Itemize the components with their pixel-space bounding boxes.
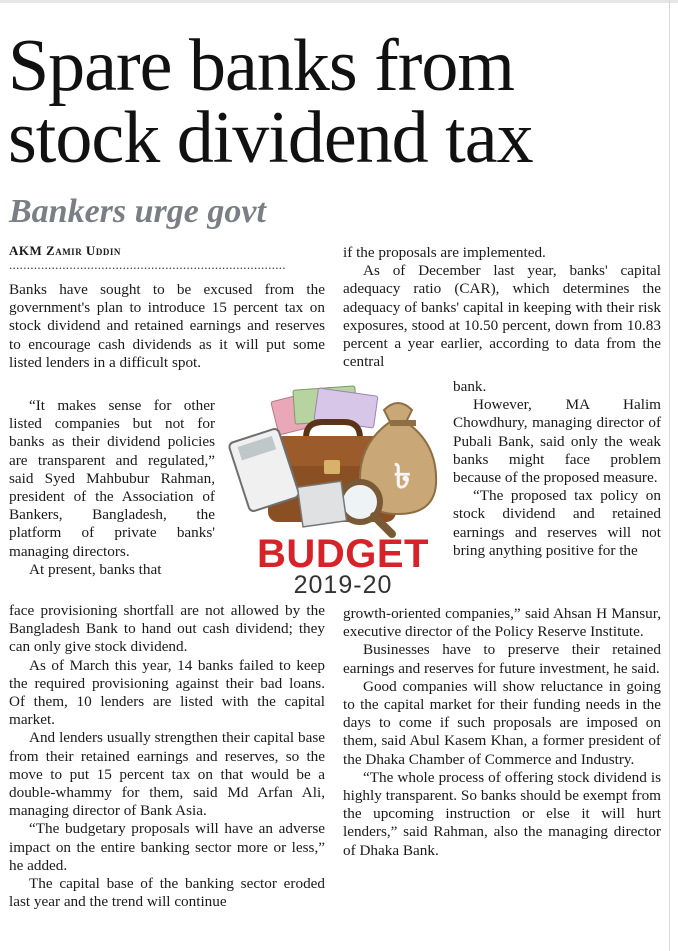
subheadline: Bankers urge govt [9,193,266,230]
paragraph: growth-oriented companies,” said Ahsan H Mansur, executive director of the Policy Reserve Institute. [343,605,661,641]
paragraph: “The proposed tax policy on stock dividend and retained earnings and reserves will not bring anything positive for the [453,487,661,559]
right-column-wrap [453,378,661,560]
paragraph: if the proposals are implemented. [343,244,546,261]
byline: AKM Zamir Uddin [9,243,121,258]
headline: Spare banks from stock dividend tax [8,25,533,179]
right-column-bottom [343,605,661,860]
budget-label: BUDGET [257,532,429,576]
paragraph: As of March this year, 14 banks failed to keep the required provisioning against their bad loans. Of them, 10 lenders are listed with the capital market. [9,656,325,729]
paragraph: As of December last year, banks' capital adequacy ratio (CAR), which determines the adequacy of banks' capital in keeping with their risk exposures, stood at 10.50 percent, down from 10.83 percent a year earlier, according to data from the central [343,262,661,371]
paragraph: “The budgetary proposals will have an adverse impact on the entire banking sector more or less,” he added. [9,820,325,874]
left-column-wrap [9,397,215,579]
left-column-top [9,281,325,372]
paragraph: However, MA Halim Chowdhury, managing director of Pubali Bank, said only the weak banks might face problem because of the proposed measure. [453,396,661,487]
paragraph: bank. [453,378,487,395]
paragraph: face provisioning shortfall are not allowed by the Bangladesh Bank to hand out cash dividend; they can only give stock dividend. [9,602,325,656]
paragraph: And lenders usually strengthen their capital base from their retained earnings and reserves, so the move to put 15 percent tax on that would be a double-whammy for them, said Md Arfan Ali, managing director of Bank Asia. [9,729,325,820]
right-border [669,0,670,951]
paragraph: Banks have sought to be excused from the government's plan to introduce 15 percent tax on stock dividend and retained earnings and reserves to encourage cash dividends as it will put some listed lenders in a difficult spot. [9,281,325,371]
paragraph: The capital base of the banking sector eroded last year and the trend will continue [9,875,325,911]
paragraph: Good companies will show reluctance in going to the capital market for their funding needs in the days to come if such proposals are imposed on them, said Abul Kasem Khan, a former president of the Dhaka Chamber of Commerce and Industry. [343,677,661,768]
paragraph: Businesses have to preserve their retained earnings and reserves for future investment, he said. [343,641,661,677]
svg-text:৳: ৳ [394,458,411,496]
paragraph: At present, banks that [29,560,162,578]
budget-year: 2019-20 [293,571,393,599]
paragraph: “The whole process of offering stock dividend is highly transparent. So banks should be exempt from the upcoming instruction or else it will hurt lenders,” said Rahman, also the managing director of Dhaka Bank. [343,768,661,859]
paragraph: “It makes sense for other listed companies but not for banks as their dividend policies are transparent and regulated,” said Syed Mahbubur Rahman, president of the Association of Bankers, Bangladesh, the platform of private banks' managing directors. [9,397,215,560]
top-border [0,0,678,3]
right-column-top [343,244,661,371]
currency-notes-icon [271,386,378,435]
left-column-bottom [9,602,325,911]
byline-separator: .............................................................................. [9,258,286,272]
